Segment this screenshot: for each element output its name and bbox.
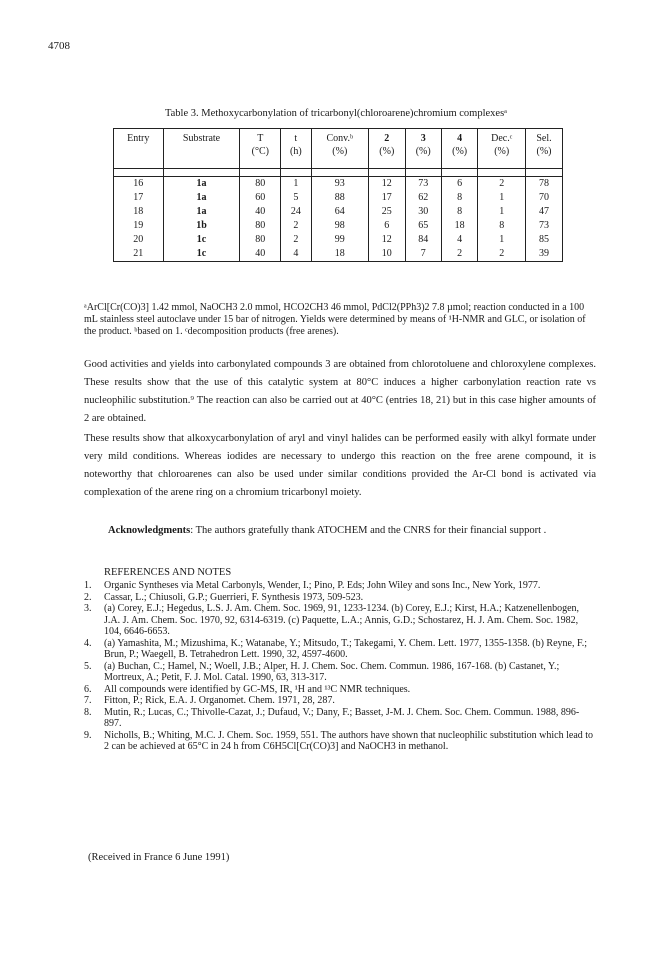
- table-cell: 60: [240, 191, 281, 205]
- header-unit: (°C): [251, 146, 269, 157]
- table-cell: 39: [526, 247, 563, 262]
- reference-text: Mutin, R.; Lucas, C.; Thivolle-Cazat, J.; Dufaud, V.; Dany, F.; Basset, J-M. J. Chem. Soc. Chem. Commun. 1988, 896-897.: [104, 706, 580, 729]
- acknowledgments: [84, 522, 596, 540]
- header-label: Conv.ᵇ: [326, 133, 354, 144]
- page-number: 4708: [48, 40, 70, 52]
- table-cell: 99: [311, 233, 369, 247]
- table-cell: 1c: [163, 247, 240, 262]
- table-cell: 1a: [163, 177, 240, 192]
- table-row: [114, 191, 563, 205]
- table-cell: 7: [405, 247, 441, 262]
- header-unit: (%): [452, 146, 468, 157]
- reference-item: [84, 707, 596, 730]
- table-cell: 8: [441, 191, 477, 205]
- table-cell: 18: [311, 247, 369, 262]
- table-cell: 18: [114, 205, 164, 219]
- table-cell: 30: [405, 205, 441, 219]
- header-label: 3: [420, 133, 426, 144]
- table-cell: 6: [441, 177, 477, 192]
- table-cell: 1a: [163, 205, 240, 219]
- header-unit: (%): [494, 146, 510, 157]
- reference-number: 4.: [84, 637, 92, 649]
- separator-cell: [441, 169, 477, 177]
- table-header-cell: [478, 129, 526, 169]
- table-row: [114, 247, 563, 262]
- body-paragraph-2: These results show that alkoxycarbonylation of aryl and vinyl halides can be performed easily with alkyl formate under very mild conditions. Whereas iodides are necessary to undergo this reaction on the free arene compound, it is noteworthy that chloroarenes can also be used under similar conditions provided the Ar-Cl bond is activated via complexation of the arene ring on a chromium tricarbonyl moiety.: [84, 433, 596, 498]
- header-unit: (%): [536, 146, 552, 157]
- received-date: (Received in France 6 June 1991): [88, 852, 230, 863]
- table-cell: 6: [369, 219, 405, 233]
- table-cell: 19: [114, 219, 164, 233]
- reference-item: [84, 695, 596, 707]
- table-cell: 2: [281, 233, 311, 247]
- table-cell: 88: [311, 191, 369, 205]
- separator-cell: [526, 169, 563, 177]
- table-cell: 85: [526, 233, 563, 247]
- reference-text: Nicholls, B.; Whiting, M.C. J. Chem. Soc. 1959, 551. The authors have shown that nucleophilic substitution which lead to 2 can be achieved at 65°C in 24 h from C6H5Cl[Cr(CO)3] and NaOCH3 in methanol.: [104, 729, 594, 752]
- separator-cell: [405, 169, 441, 177]
- table-row: [114, 233, 563, 247]
- data-table-container: [113, 128, 563, 262]
- reference-text: Fitton, P.; Rick, E.A. J. Organomet. Chem. 1971, 28, 287.: [104, 695, 335, 706]
- data-table: [113, 128, 563, 262]
- table-cell: 24: [281, 205, 311, 219]
- table-cell: 20: [114, 233, 164, 247]
- table-cell: 1a: [163, 191, 240, 205]
- body-paragraph-1: Good activities and yields into carbonylated compounds 3 are obtained from chlorotoluene and chloroxylene complexes. These results show that the use of this catalytic system at 80°C induces a higher carbonylation reaction rate vs nucleophilic substitution.⁹ The reaction can also be carried out at 40°C (entries 18, 21) but in this case higher amounts of 2 are obtained.: [84, 359, 596, 424]
- reference-text: Cassar, L.; Chiusoli, G.P.; Guerrieri, F. Synthesis 1973, 509-523.: [104, 591, 364, 603]
- table-cell: 17: [369, 191, 405, 205]
- separator-cell: [311, 169, 369, 177]
- separator-cell: [281, 169, 311, 177]
- reference-text: (a) Corey, E.J.; Hegedus, L.S. J. Am. Chem. Soc. 1969, 91, 1233-1234. (b) Corey, E.J.; Kirst, H.A.; Katzenellenbogen, J.A. J. Am. Chem. Soc. 1970, 92, 6314-6319. (c) Paquette, L.A.; Annis, G.D.; Schostarez, H. J. Am. Chem. Soc. 1982, 104, 6646-6653.: [104, 603, 580, 637]
- table-header-cell: [163, 129, 240, 169]
- table-header-cell: [441, 129, 477, 169]
- reference-number: 6.: [84, 683, 92, 695]
- separator-cell: [163, 169, 240, 177]
- table-cell: 70: [526, 191, 563, 205]
- reference-item: [84, 730, 596, 753]
- table-header-cell: [281, 129, 311, 169]
- reference-item: [84, 603, 596, 638]
- reference-text: (a) Buchan, C.; Hamel, N.; Woell, J.B.; Alper, H. J. Chem. Soc. Chem. Commun. 1986, 167-168. (b) Castanet, Y.; Mortreux, A.; Petit, F. J. Mol. Catal. 1990, 63, 313-317.: [104, 660, 560, 683]
- table-cell: 1c: [163, 233, 240, 247]
- table-header-row: [114, 129, 563, 169]
- reference-text: All compounds were identified by GC-MS, IR, ¹H and ¹³C NMR techniques.: [104, 683, 411, 695]
- table-cell: 16: [114, 177, 164, 192]
- table-cell: 2: [478, 247, 526, 262]
- table-header-cell: [311, 129, 369, 169]
- table-row: [114, 219, 563, 233]
- table-cell: 12: [369, 177, 405, 192]
- header-label: t: [294, 133, 298, 144]
- table-cell: 80: [240, 233, 281, 247]
- reference-number: 3.: [84, 603, 92, 614]
- header-unit: (%): [332, 146, 348, 157]
- table-cell: 73: [405, 177, 441, 192]
- table-cell: 65: [405, 219, 441, 233]
- references-list: [84, 580, 596, 753]
- table-header-cell: [405, 129, 441, 169]
- reference-number: 7.: [84, 695, 92, 706]
- table-cell: 17: [114, 191, 164, 205]
- table-header-cell: [369, 129, 405, 169]
- header-label: T: [257, 133, 264, 144]
- table-cell: 25: [369, 205, 405, 219]
- table-cell: 93: [311, 177, 369, 192]
- header-label: Sel.: [536, 133, 552, 144]
- table-cell: 4: [281, 247, 311, 262]
- reference-number: 1.: [84, 580, 92, 591]
- table-cell: 1: [478, 191, 526, 205]
- table-cell: 1: [281, 177, 311, 192]
- table-cell: 98: [311, 219, 369, 233]
- table-cell: 18: [441, 219, 477, 233]
- table-cell: 62: [405, 191, 441, 205]
- table-cell: 40: [240, 205, 281, 219]
- table-cell: 10: [369, 247, 405, 262]
- table-cell: 12: [369, 233, 405, 247]
- table-cell: 40: [240, 247, 281, 262]
- reference-number: 8.: [84, 706, 92, 718]
- table-header-cell: [114, 129, 164, 169]
- separator-cell: [240, 169, 281, 177]
- table-row: [114, 205, 563, 219]
- table-separator: [114, 169, 563, 177]
- table-cell: 47: [526, 205, 563, 219]
- table-cell: 84: [405, 233, 441, 247]
- reference-number: 5.: [84, 660, 92, 672]
- separator-cell: [114, 169, 164, 177]
- table-cell: 64: [311, 205, 369, 219]
- table-cell: 1: [478, 233, 526, 247]
- header-unit: (%): [379, 146, 395, 157]
- reference-number: 9.: [84, 729, 92, 741]
- references-title: REFERENCES AND NOTES: [104, 567, 232, 578]
- acknowledgments-text: : The authors gratefully thank ATOCHEM and the CNRS for their financial support .: [190, 525, 547, 536]
- table-header-cell: [526, 129, 563, 169]
- reference-item: [84, 684, 596, 696]
- reference-item: [84, 580, 596, 592]
- table-caption: Table 3. Methoxycarbonylation of tricarbonyl(chloroarene)chromium complexesᵃ: [164, 108, 508, 119]
- reference-text: (a) Yamashita, M.; Mizushima, K.; Watanabe, Y.; Mitsudo, T.; Takegami, Y. Chem. Lett. 1977, 1355-1358. (b) Reyne, F.; Brun, P.; Waegell, B. Tetrahedron Lett. 1990, 32, 4597-4600.: [104, 637, 588, 660]
- reference-text: Organic Syntheses via Metal Carbonyls, Wender, I.; Pino, P. Eds; John Wiley and sons Inc., New York, 1977.: [104, 580, 541, 591]
- header-unit: (h): [289, 146, 302, 157]
- reference-item: [84, 661, 596, 684]
- table-cell: 2: [478, 177, 526, 192]
- table-cell: 73: [526, 219, 563, 233]
- separator-cell: [369, 169, 405, 177]
- header-unit: (%): [415, 146, 431, 157]
- reference-item: [84, 592, 596, 604]
- table-cell: 8: [441, 205, 477, 219]
- table-cell: 1b: [163, 219, 240, 233]
- table-cell: 1: [478, 205, 526, 219]
- table-cell: 2: [281, 219, 311, 233]
- header-label: Substrate: [182, 133, 221, 144]
- table-row: [114, 177, 563, 192]
- header-label: 4: [457, 133, 463, 144]
- table-cell: 21: [114, 247, 164, 262]
- table-cell: 8: [478, 219, 526, 233]
- header-label: 2: [384, 133, 390, 144]
- separator-cell: [478, 169, 526, 177]
- reference-item: [84, 638, 596, 661]
- table-cell: 78: [526, 177, 563, 192]
- header-label: Dec.ᶜ: [491, 133, 513, 144]
- header-label: Entry: [127, 133, 150, 144]
- table-cell: 2: [441, 247, 477, 262]
- table-cell: 80: [240, 177, 281, 192]
- table-header-cell: [240, 129, 281, 169]
- table-footnote: ᵃArCl[Cr(CO)3] 1.42 mmol, NaOCH3 2.0 mmol, HCO2CH3 46 mmol, PdCl2(PPh3)2 7.8 µmol; reaction conducted in a 100 mL stainless steel autoclave under 15 bar of nitrogen. Yields were determined by means of ¹H-NMR and GLC, or isolation of the product. ᵇbased on 1. ᶜdecomposition products (free arenes).: [84, 302, 586, 337]
- table-cell: 4: [441, 233, 477, 247]
- table-cell: 80: [240, 219, 281, 233]
- acknowledgments-label: Acknowledgments: [108, 525, 191, 536]
- reference-number: 2.: [84, 591, 92, 603]
- table-cell: 5: [281, 191, 311, 205]
